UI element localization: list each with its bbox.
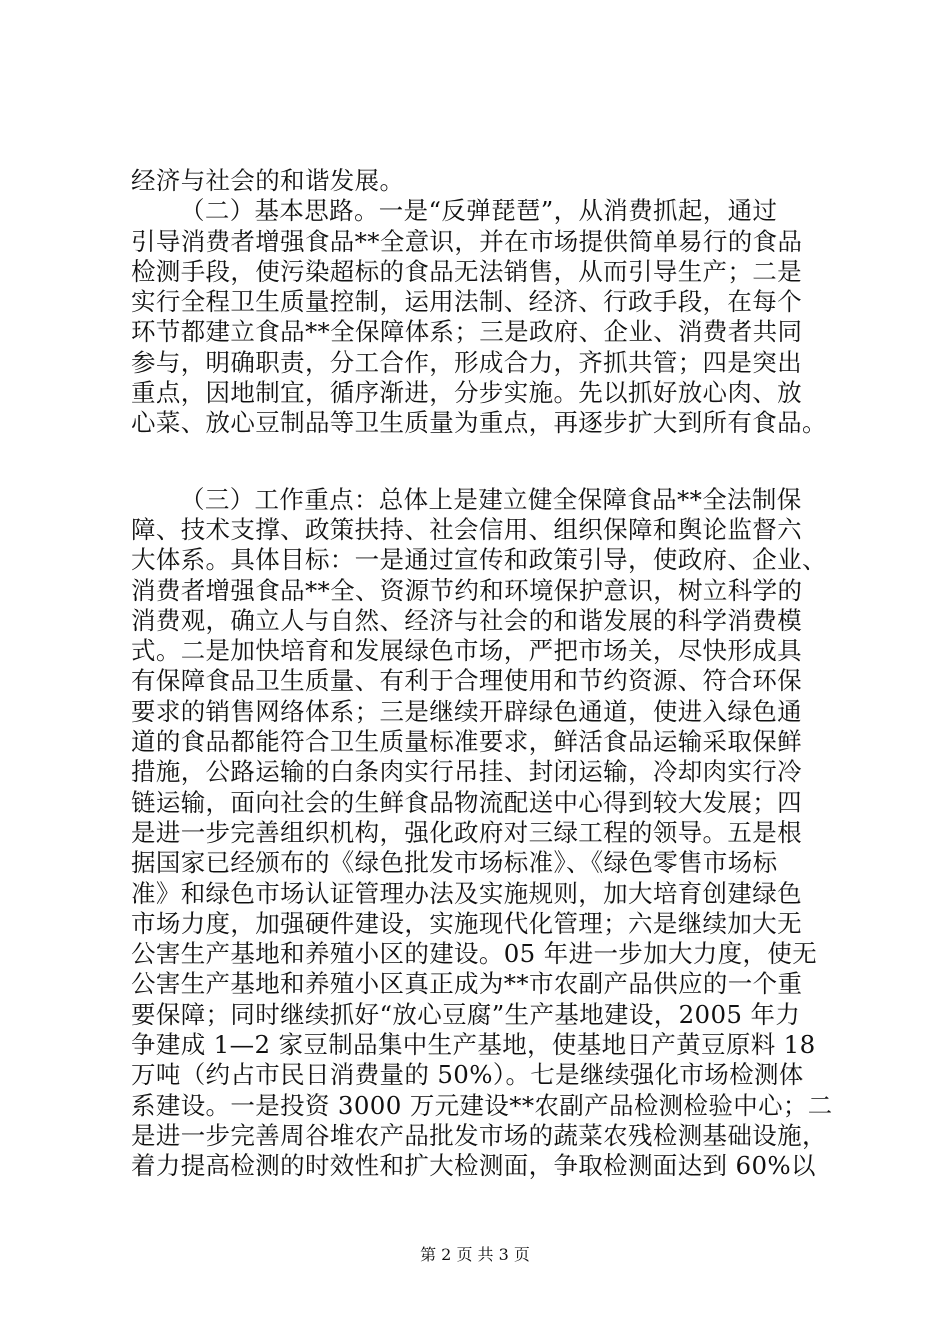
text-line: 措施，公路运输的白条肉实行吊挂、封闭运输，冷却肉实行冷	[131, 757, 802, 787]
text-line: （三）工作重点：总体上是建立健全保障食品**全法制保	[180, 484, 802, 514]
page-number-footer: 第 2 页 共 3 页	[420, 1245, 530, 1264]
text-line: 大体系。具体目标：一是通过宣传和政策引导，使政府、企业、	[131, 545, 827, 575]
text-line: 是进一步完善组织机构，强化政府对三绿工程的领导。五是根	[131, 817, 802, 847]
text-line: 公害生产基地和养殖小区的建设。05 年进一步加大力度，使无	[131, 939, 818, 969]
paragraph-work-focus	[131, 485, 831, 1182]
text-line: 要求的销售网络体系；三是继续开辟绿色通道，使进入绿色通	[131, 696, 802, 726]
text-line: 链运输，面向社会的生鲜食品物流配送中心得到较大发展；四	[131, 787, 802, 817]
text-line: 参与，明确职责，分工合作，形成合力，齐抓共管；四是突出	[131, 347, 802, 377]
document-body	[131, 166, 831, 1182]
text-line: 检测手段，使污染超标的食品无法销售，从而引导生产；二是	[131, 256, 802, 286]
text-line: 心菜、放心豆制品等卫生质量为重点，再逐步扩大到所有食品。	[131, 408, 827, 438]
text-line: 式。二是加快培育和发展绿色市场，严把市场关，尽快形成具	[131, 636, 802, 666]
text-line: 重点，因地制宜，循序渐进，分步实施。先以抓好放心肉、放	[131, 378, 802, 408]
text-line: 公害生产基地和养殖小区真正成为**市农副产品供应的一个重	[131, 969, 803, 999]
text-line: 消费观，确立人与自然、经济与社会的和谐发展的科学消费模	[131, 605, 802, 635]
text-line: 市场力度，加强硬件建设，实施现代化管理；六是继续加大无	[131, 908, 802, 938]
text-line: 实行全程卫生质量控制，运用法制、经济、行政手段，在每个	[131, 287, 802, 317]
text-line: 据国家已经颁布的《绿色批发市场标准》、《绿色零售市场标	[131, 848, 778, 878]
text-line: 道的食品都能符合卫生质量标准要求，鲜活食品运输采取保鲜	[131, 727, 802, 757]
text-line: 消费者增强食品**全、资源节约和环境保护意识，树立科学的	[131, 575, 803, 605]
text-line: 准》和绿色市场认证管理办法及实施规则，加大培育创建绿色	[131, 878, 802, 908]
text-line: 引导消费者增强食品**全意识，并在市场提供简单易行的食品	[131, 226, 803, 256]
text-line: （二）基本思路。一是“反弹琵琶”，从消费抓起，通过	[180, 196, 778, 226]
text-line: 万吨（约占市民日消费量的 50%）。七是继续强化市场检测体	[131, 1060, 804, 1090]
text-line: 系建设。一是投资 3000 万元建设**农副产品检测检验中心；二	[131, 1090, 833, 1120]
text-line: 环节都建立食品**全保障体系；三是政府、企业、消费者共同	[131, 317, 803, 347]
paragraph-spacer	[131, 439, 831, 485]
text-line: 障、技术支撑、政策扶持、社会信用、组织保障和舆论监督六	[131, 514, 802, 544]
text-line: 要保障；同时继续抓好“放心豆腐”生产基地建设，2005 年力	[131, 999, 801, 1029]
text-line: 争建成 1—2 家豆制品集中生产基地，使基地日产黄豆原料 18	[131, 1030, 816, 1060]
paragraph	[131, 166, 831, 196]
text-line: 经济与社会的和谐发展。	[131, 166, 405, 195]
paragraph-basic-ideas	[131, 196, 831, 438]
text-line: 有保障食品卫生质量、有利于合理使用和节约资源、符合环保	[131, 666, 802, 696]
text-line: 着力提高检测的时效性和扩大检测面，争取检测面达到 60%以	[131, 1151, 816, 1181]
text-line: 是进一步完善周谷堆农产品批发市场的蔬菜农残检测基础设施，	[131, 1120, 827, 1150]
